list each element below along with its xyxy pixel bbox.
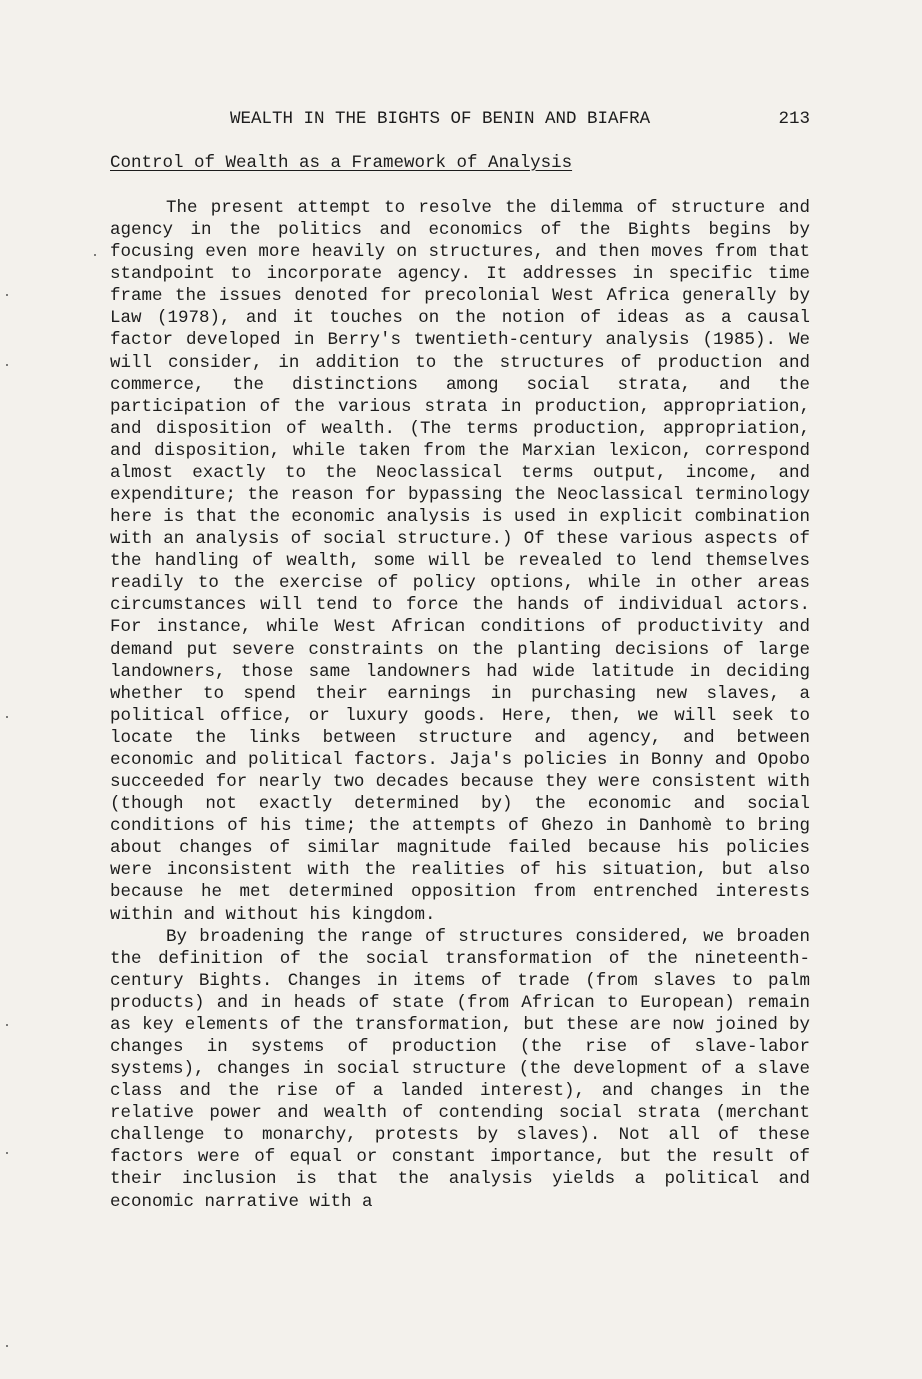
margin-speck [94, 254, 96, 256]
margin-speck [6, 716, 8, 718]
running-header [110, 106, 810, 132]
body-text [110, 197, 810, 1213]
margin-speck [6, 1345, 8, 1347]
margin-speck [6, 1152, 8, 1154]
paragraph: By broadening the range of structures considered, we broaden the definition of the social transformation of the nineteenth-century Bights. Changes in items of trade (from slaves to palm products) and in heads of state (from African to European) remain as key elements of the transformation, but these are now joined by changes in systems of production (the rise of slave-labor systems), changes in social structure (the development of a slave class and the rise of a landed interest), and changes in the relative power and wealth of contending social strata (merchant challenge to monarchy, protests by slaves). Not all of these factors were of equal or constant importance, but the result of their inclusion is that the analysis yields a political and economic narrative with a [110, 926, 810, 1212]
margin-speck [6, 364, 8, 366]
page-number: 213 [778, 109, 810, 129]
margin-speck [6, 294, 8, 296]
paragraph: The present attempt to resolve the dilemma of structure and agency in the politics and economics of the Bights begins by focusing even more heavily on structures, and then moves from that standpoint to incorporate agency. It addresses in specific time frame the issues denoted for precolonial West Africa generally by Law (1978), and it touches on the notion of ideas as a causal factor developed in Berry's twentieth-century analysis (1985). We will consider, in addition to the structures of production and commerce, the distinctions among social strata, and the participation of the various strata in production, appropriation, and disposition of wealth. (The terms production, appropriation, and disposition, while taken from the Marxian lexicon, correspond almost exactly to the Neoclassical terms output, income, and expenditure; the reason for bypassing the Neoclassical terminology here is that the economic analysis is used in explicit combination with an analysis of social structure.) Of these various aspects of the handling of wealth, some will be revealed to lend themselves readily to the exercise of policy options, while in other areas circumstances will tend to force the hands of individual actors. For instance, while West African conditions of productivity and demand put severe constraints on the planting decisions of large landowners, those same landowners had wide latitude in deciding whether to spend their earnings in purchasing new slaves, a political office, or luxury goods. Here, then, we will seek to locate the links between structure and agency, and between economic and political factors. Jaja's policies in Bonny and Opobo succeeded for nearly two decades because they were consistent with (though not exactly determined by) the economic and social conditions of his time; the attempts of Ghezo in Danhomè to bring about changes of similar magnitude failed because his policies were inconsistent with the realities of his situation, but also because he met determined opposition from entrenched interests within and without his kingdom. [110, 198, 810, 925]
section-heading: Control of Wealth as a Framework of Analysis [110, 153, 573, 173]
margin-speck [6, 1024, 8, 1026]
running-title: WEALTH IN THE BIGHTS OF BENIN AND BIAFRA [230, 109, 651, 129]
